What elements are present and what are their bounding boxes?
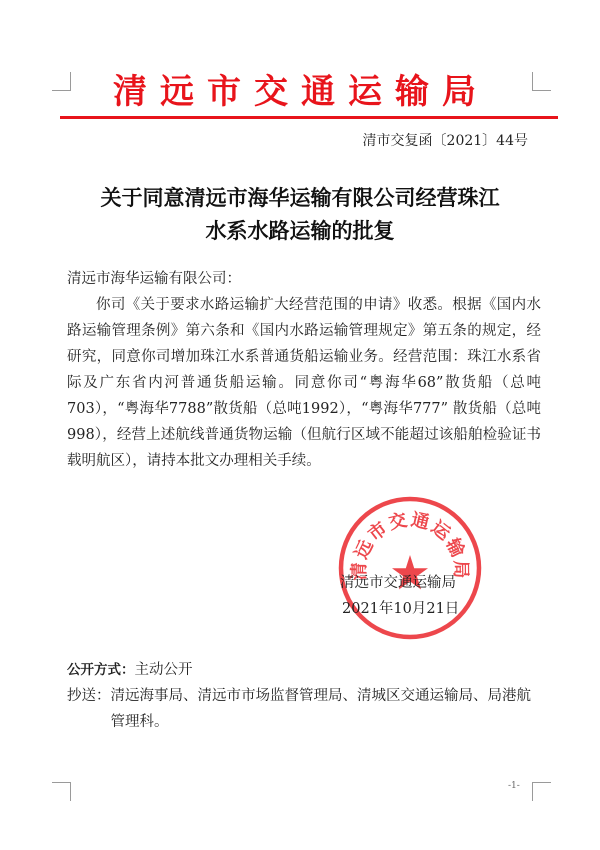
cc-row [67,683,537,735]
crop-mark-top-left [52,72,71,91]
body-paragraph: 你司《关于要求水路运输扩大经营范围的申请》收悉。根据《国内水路运输管理条例》第六条和《国内水路运输管理规定》第五条的规定，经研究，同意你司增加珠江水系普通货船运输业务。经营范围：珠江水系省际及广东省内河普通货船运输。同意你司“粤海华68”散货船（总吨703），“粤海华7788”散货船（总吨1992），“粤海华777” 散货船（总吨998），经营上述航线普通货物运输（但航行区域不能超过该船舶检验证书载明航区），请持本批文办理相关手续。 [67,297,541,469]
seal-text: 清远市交通运输局 [348,509,472,581]
cc-recipients: 清远海事局、清远市市场监督管理局、清城区交通运输局、局港航管理科。 [110,688,531,730]
disclosure-label: 公开方式： [67,662,135,678]
page-number: -1- [508,781,520,791]
document-body [67,266,541,474]
crop-mark-bottom-left [52,782,71,801]
signature-block [340,570,510,622]
letterhead-divider [60,116,558,119]
disclosure-value: 主动公开 [134,662,193,678]
document-footer [67,657,537,735]
issue-date: 2021年10月21日 [342,601,460,617]
salutation: 清远市海华运输有限公司： [67,271,241,287]
crop-mark-top-right [532,72,551,91]
document-number: 清市交复函〔2021〕44号 [362,133,528,149]
title-line-2: 水系水路运输的批复 [205,218,395,243]
disclosure-row [67,657,537,683]
issuer-name: 清远市交通运输局 [340,575,456,591]
cc-label: 抄送： [67,688,111,704]
document-title [60,181,540,247]
title-line-1: 关于同意清远市海华运输有限公司经营珠江 [100,185,500,210]
agency-letterhead: 清远市交通运输局 [113,72,489,112]
crop-mark-bottom-right [532,782,551,801]
